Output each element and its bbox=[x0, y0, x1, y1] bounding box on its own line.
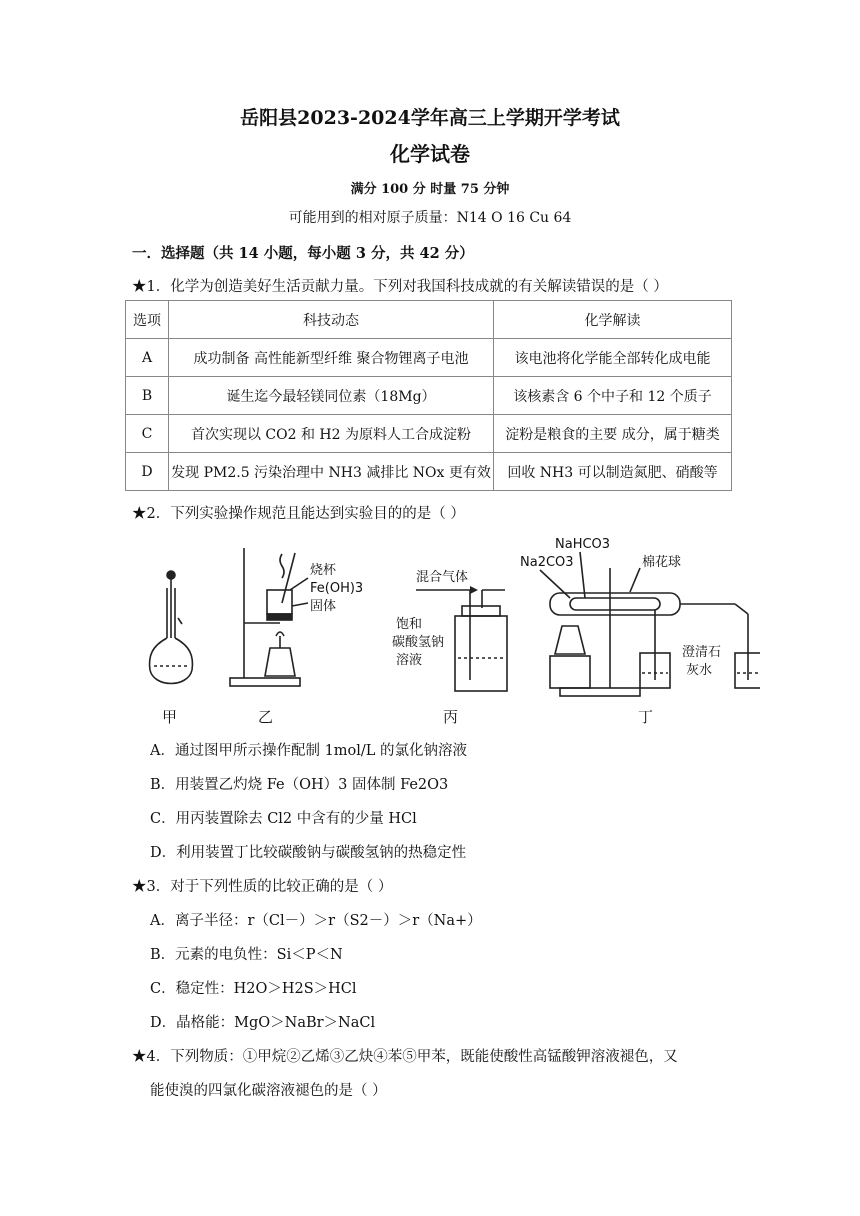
ding-cotton-label: 棉花球 bbox=[642, 555, 682, 570]
table-cell: 诞生迄今最轻镁同位素（18Mg） bbox=[169, 377, 494, 415]
table-header: 科技动态 bbox=[169, 301, 494, 339]
atomic-masses: 可能用到的相对原子质量：N14 O 16 Cu 64 bbox=[288, 210, 572, 226]
score-time: 满分 100 分 时量 75 分钟 bbox=[350, 182, 510, 197]
bing-solution-label-2: 碳酸氢钠 bbox=[392, 635, 445, 650]
question-4-stem-line-1: ★4．下列物质：①甲烷②乙烯③乙炔④苯⑤甲苯，既能使酸性高锰酸钾溶液褪色，又 bbox=[132, 1049, 678, 1065]
yi-solid-label-2: 固体 bbox=[310, 599, 337, 614]
table-row bbox=[126, 339, 732, 377]
section-heading: 一．选择题（共 14 小题，每小题 3 分，共 42 分） bbox=[132, 245, 474, 262]
figure-label-jia: 甲 bbox=[162, 708, 178, 726]
ding-na2co3-label: Na2CO3 bbox=[520, 555, 574, 570]
table-row bbox=[126, 453, 732, 491]
bing-solution-label-3: 溶液 bbox=[396, 653, 423, 668]
question-2-option-b: B．用装置乙灼烧 Fe（OH）3 固体制 Fe2O3 bbox=[150, 777, 449, 793]
table-cell: 成功制备 高性能新型纤维 聚合物锂离子电池 bbox=[169, 339, 494, 377]
yi-beaker-label: 烧杯 bbox=[310, 563, 337, 578]
figure-label-ding: 丁 bbox=[638, 708, 654, 726]
table-cell: 发现 PM2.5 污染治理中 NH3 减排比 NOx 更有效 bbox=[169, 453, 494, 491]
question-2-option-d: D．利用装置丁比较碳酸钠与碳酸氢钠的热稳定性 bbox=[150, 845, 467, 861]
question-2-option-c: C．用丙装置除去 Cl2 中含有的少量 HCl bbox=[150, 811, 417, 827]
table-cell: 回收 NH3 可以制造氮肥、硝酸等 bbox=[494, 453, 732, 491]
table-cell: 首次实现以 CO2 和 H2 为原料人工合成淀粉 bbox=[169, 415, 494, 453]
question-3-option-a: A．离子半径：r（Cl－）＞r（S2－）＞r（Na+） bbox=[150, 913, 482, 929]
ding-limewater-label-2: 灰水 bbox=[686, 663, 713, 678]
thermal-stability-apparatus-illustration bbox=[520, 537, 760, 696]
table-cell: 该核素含 6 个中子和 12 个质子 bbox=[494, 377, 732, 415]
table-row bbox=[126, 377, 732, 415]
table-cell: 该电池将化学能全部转化成电能 bbox=[494, 339, 732, 377]
question-3-option-d: D．晶格能：MgO＞NaBr＞NaCl bbox=[150, 1015, 376, 1031]
table-header: 选项 bbox=[126, 301, 169, 339]
exam-subject: 化学试卷 bbox=[390, 142, 470, 166]
exam-title: 岳阳县2023-2024学年高三上学期开学考试 bbox=[240, 107, 620, 129]
table-header: 化学解读 bbox=[494, 301, 732, 339]
bing-solution-label-1: 饱和 bbox=[396, 617, 423, 632]
question-3-stem: ★3．对于下列性质的比较正确的是（ ） bbox=[132, 879, 393, 895]
question-4-stem-line-2: 能使溴的四氯化碳溶液褪色的是（ ） bbox=[150, 1083, 387, 1099]
apparatus-figure bbox=[130, 528, 760, 728]
question-2-option-a: A．通过图甲所示操作配制 1mol/L 的氯化钠溶液 bbox=[150, 743, 468, 759]
table-row bbox=[126, 415, 732, 453]
question-1-table bbox=[125, 300, 732, 491]
table-cell: A bbox=[126, 339, 169, 377]
table-header-row bbox=[126, 301, 732, 339]
ding-limewater-label-1: 澄清石 bbox=[682, 645, 722, 660]
table-cell: B bbox=[126, 377, 169, 415]
table-cell: 淀粉是粮食的主要 成分，属于糖类 bbox=[494, 415, 732, 453]
figure-label-bing: 丙 bbox=[443, 708, 459, 726]
heating-stand-illustration bbox=[230, 548, 363, 686]
figure-label-yi: 乙 bbox=[258, 708, 274, 726]
question-3-option-b: B．元素的电负性：Si＜P＜N bbox=[150, 947, 343, 963]
table-cell: D bbox=[126, 453, 169, 491]
ding-nahco3-label: NaHCO3 bbox=[555, 537, 611, 552]
question-3-option-c: C．稳定性：H2O＞H2S＞HCl bbox=[150, 981, 357, 997]
volumetric-flask-illustration bbox=[150, 571, 193, 684]
question-2-stem: ★2．下列实验操作规范且能达到实验目的的是（ ） bbox=[132, 506, 465, 522]
question-1-stem: ★1．化学为创造美好生活贡献力量。下列对我国科技成就的有关解读错误的是（ ） bbox=[132, 279, 668, 295]
yi-solid-label: Fe(OH)3 bbox=[310, 581, 364, 596]
bing-gas-label: 混合气体 bbox=[416, 570, 469, 585]
gas-washing-bottle-illustration bbox=[392, 569, 507, 691]
table-cell: C bbox=[126, 415, 169, 453]
